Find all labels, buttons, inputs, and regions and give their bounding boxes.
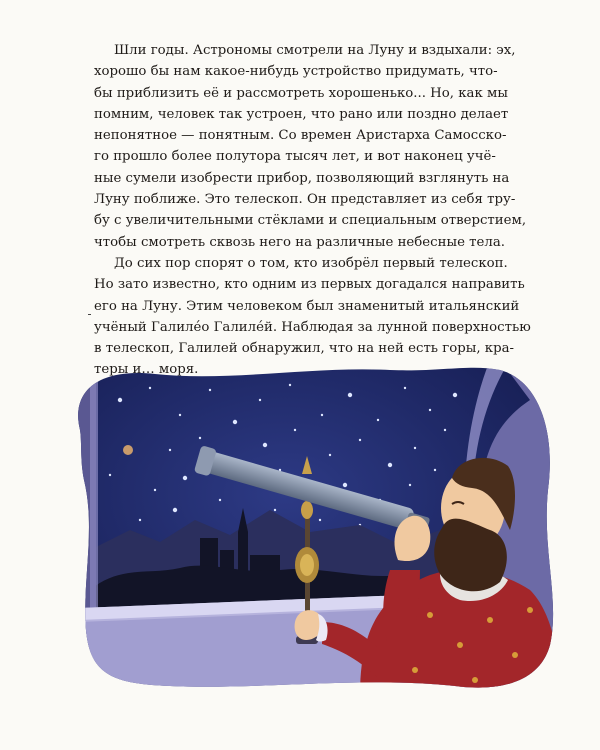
star [434, 469, 436, 471]
star [294, 429, 296, 431]
text-line: Шли годы. Астрономы смотрели на Луну и вздыхали: эх, [114, 43, 516, 58]
star [199, 437, 201, 439]
text-line: бы приблизить её и рассмотреть хорошенько... Но, как мы [94, 85, 508, 101]
star [359, 439, 361, 441]
body-text [94, 40, 530, 381]
star [409, 484, 411, 486]
text-line: помним, человек так устроен, что рано или поздно делает [94, 106, 509, 122]
star [343, 483, 347, 487]
star [118, 398, 122, 402]
text-line: Но зато известно, кто одним из первых догадался направить [94, 277, 525, 293]
star [219, 499, 221, 501]
star [274, 509, 276, 511]
text-line: бу с увеличительными стёклами и специальным отверстием, [94, 213, 527, 229]
text-line: го прошло более полутора тысяч лет, и вот наконец учё- [94, 149, 496, 165]
star [259, 399, 261, 401]
star [183, 476, 187, 480]
star [289, 384, 291, 386]
text-line: в телескоп, Галилей обнаружил, что на ней есть горы, кра- [94, 341, 515, 357]
star [149, 387, 151, 389]
text-line: хорошо бы нам какое-нибудь устройство придумать, что- [94, 64, 498, 80]
text-line: Луну поближе. Это телескоп. Он представляет из себя тру- [94, 192, 516, 208]
star [414, 447, 416, 449]
text-line: теры и… моря. [94, 362, 199, 378]
star [179, 414, 181, 416]
text-line: До сих пор спорят о том, кто изобрёл первый телескоп. [114, 255, 508, 271]
text-line: учёный Галилéо Галилéй. Наблюдая за лунной поверхностью [94, 319, 531, 335]
text-line: его на Луну. Этим человеком был знаменитый итальянский [94, 298, 520, 314]
star [109, 474, 111, 476]
star [154, 489, 156, 491]
text-line: ные сумели изобрести прибор, позволяющий взглянуть на [94, 170, 510, 186]
galileo-illustration [60, 360, 560, 695]
star [139, 519, 141, 521]
star [429, 409, 431, 411]
star [319, 519, 321, 521]
print-mark [88, 314, 91, 315]
star [388, 463, 392, 467]
star [169, 449, 171, 451]
star [453, 393, 457, 397]
star [233, 420, 237, 424]
star [263, 443, 267, 447]
star [329, 454, 331, 456]
star [348, 393, 352, 397]
text-line: непонятное — понятным. Со времен Аристарха Самосско- [94, 128, 507, 144]
star [444, 429, 446, 431]
text-line: чтобы смотреть сквозь него на различные небесные тела. [94, 234, 505, 250]
star [404, 387, 406, 389]
planet [123, 445, 133, 455]
star [209, 389, 211, 391]
star [321, 414, 323, 416]
star [173, 508, 177, 512]
star [377, 419, 379, 421]
paragraph-1 [94, 40, 530, 253]
